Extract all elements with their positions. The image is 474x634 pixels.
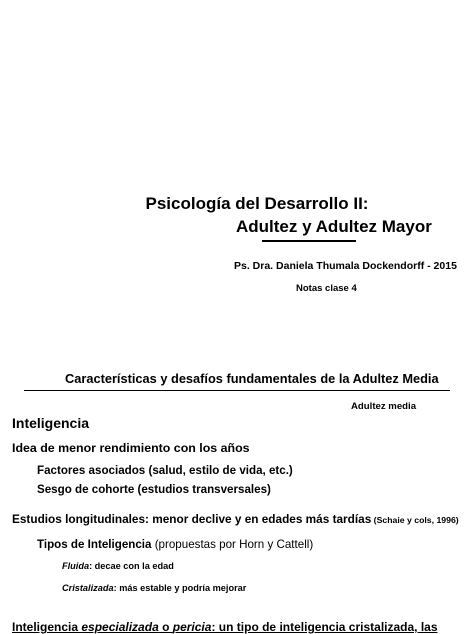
bullet-line [12,512,459,526]
slide-title: Psicología del Desarrollo II: [145,194,369,213]
section-heading: Características y desafíos fundamentales de la Adultez Media [65,371,439,386]
title-underline [262,240,356,242]
sub-bullet-line: Sesgo de cohorte (estudios transversales) [37,483,271,496]
section-tag: Adultez media [351,401,417,412]
sub-bullet-line [37,538,313,551]
types-text: Tipos de Inteligencia [37,538,152,551]
bullet-line: Idea de menor rendimiento con los años [12,441,250,455]
l8-d: pericia [172,620,212,634]
longitudinal-text: Estudios longitudinales: menor declive y en edades más tardías [12,512,372,526]
citation: (Schaie y cols, 1996) [371,515,459,525]
l8-c: o [158,620,173,634]
sub-bullet-line: Factores asociados (salud, estilo de vida, etc.) [37,464,293,477]
l8-b: especializada [81,620,159,634]
l8-e: : un tipo de inteligencia cristalizada, las [211,620,438,634]
topic-heading: Inteligencia [12,415,90,431]
crystallized-intelligence-line [62,583,246,593]
notes-label: Notas clase 4 [296,283,357,294]
fluid-intelligence-line [62,561,174,571]
fluida-text: : decae con la edad [89,561,174,571]
l8-a: Inteligencia [12,620,82,634]
fluida-label: Fluida [62,561,90,571]
types-source: (propuestas por Horn y Cattell) [151,538,314,551]
section-divider [24,390,450,391]
cristalizada-label: Cristalizada [62,583,114,593]
author-line: Ps. Dra. Daniela Thumala Dockendorff - 2015 [234,260,457,272]
slide-subtitle: Adultez y Adultez Mayor [236,217,432,236]
cristalizada-text: : más estable y podría mejorar [113,583,247,593]
